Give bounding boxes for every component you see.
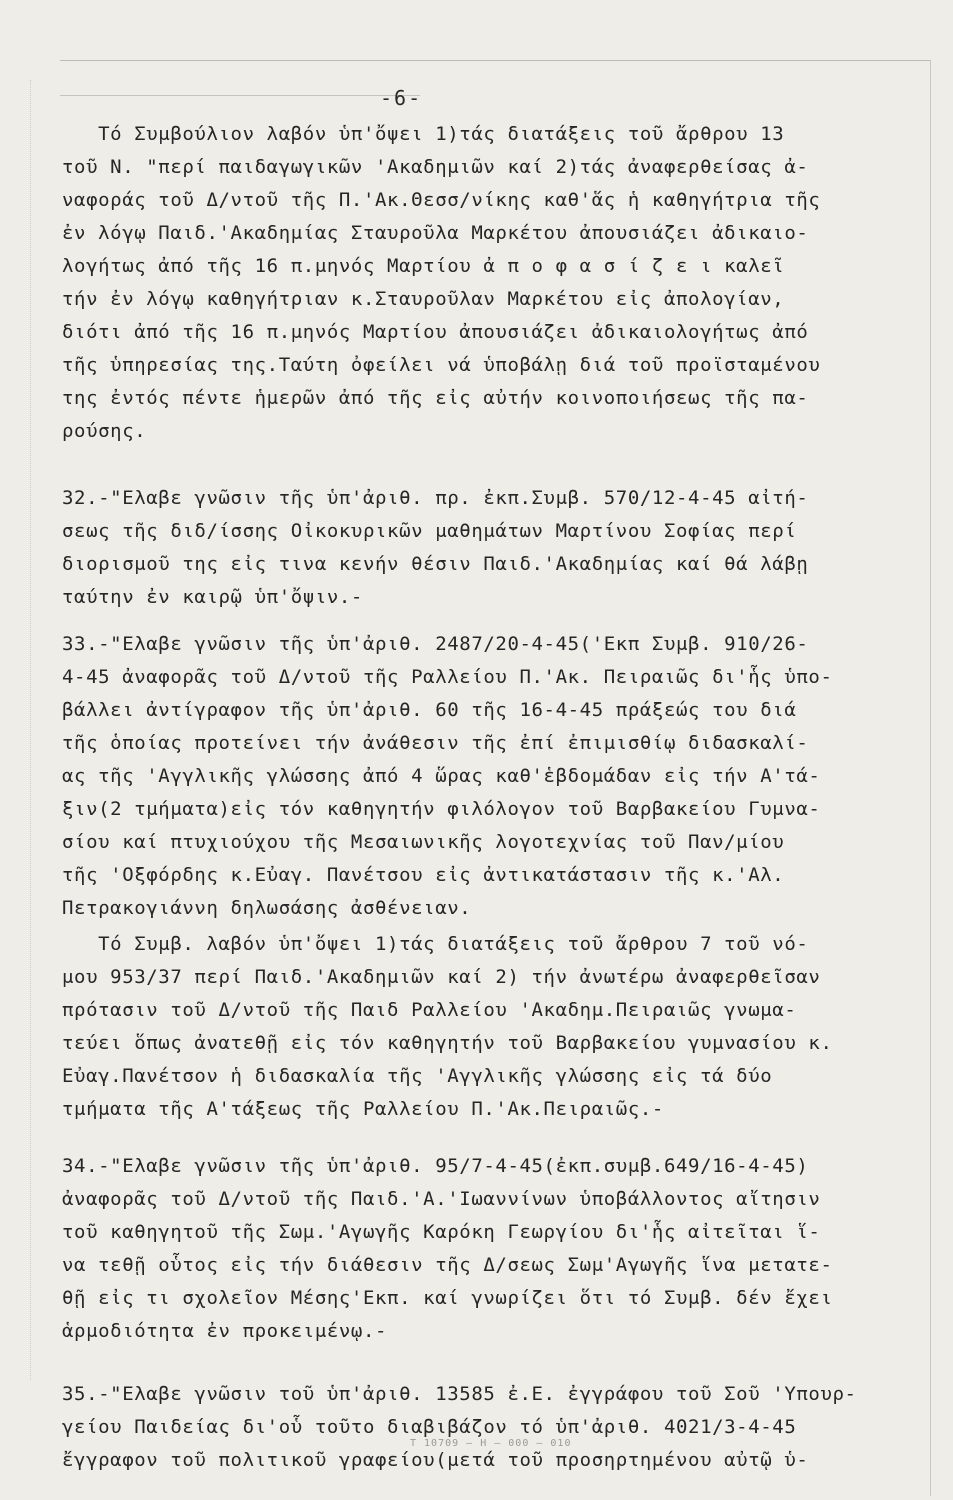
text-line: λογήτως ἀπό τῆς 16 π.μηνός Μαρτίου ἀ π ο φ α σ ί ζ ε ι καλεῖ bbox=[62, 255, 785, 277]
paragraph-item-32 bbox=[62, 482, 930, 614]
text-line: 35.-"Ελαβε γνῶσιν τοῦ ὑπ'ἀριθ. 13585 ἐ.Ε. ἐγγράφου τοῦ Σοῦ 'Υπουρ- bbox=[62, 1383, 857, 1405]
paragraph-item-33 bbox=[62, 628, 930, 925]
text-line: τοῦ καθηγητοῦ τῆς Σωμ.'Αγωγῆς Καρόκη Γεωργίου δι'ἧς αἰτεῖται ἵ- bbox=[62, 1221, 821, 1243]
text-line: 33.-"Ελαβε γνῶσιν τῆς ὑπ'ἀριθ. 2487/20-4-45('Εκπ Συμβ. 910/26- bbox=[62, 633, 809, 655]
text-line: ἐν λόγῳ Παιδ.'Ακαδημίας Σταυροῦλα Μαρκέτου ἀπουσιάζει ἀδικαιο- bbox=[62, 222, 809, 244]
text-line: 4-45 ἀναφορᾶς τοῦ Δ/ντοῦ τῆς Ραλλείου Π.'Ακ. Πειραιῶς δι'ἧς ὑπο- bbox=[62, 666, 833, 688]
footer-stamp: Τ 10709 — Η — 000 — 010 bbox=[410, 1438, 572, 1449]
text-line: Τό Συμβ. λαβόν ὑπ'ὄψει 1)τάς διατάξεις τοῦ ἄρθρου 7 τοῦ νό- bbox=[62, 933, 809, 955]
text-line: σίου καί πτυχιούχου τῆς Μεσαιωνικῆς λογοτεχνίας τοῦ Παν/μίου bbox=[62, 831, 785, 853]
text-line: τῆς 'Οξφόρδης κ.Εὐαγ. Πανέτσου εἰς ἀντικατάστασιν τῆς κ.'Αλ. bbox=[62, 864, 785, 886]
text-line: τῆς ὑπηρεσίας της.Ταύτη ὀφείλει νά ὑποβάλῃ διά τοῦ προϊσταμένου bbox=[62, 354, 821, 376]
text-line: Πετρακογιάννη δηλωσάσης ἀσθένειαν. bbox=[62, 897, 472, 919]
text-line: ἔγγραφον τοῦ πολιτικοῦ γραφείου(μετά τοῦ προσηρτημένου αὐτῷ ὑ- bbox=[62, 1449, 809, 1471]
text-line: της ἐντός πέντε ἡμερῶν ἀπό τῆς εἰς αὐτήν κοινοποιήσεως τῆς πα- bbox=[62, 387, 809, 409]
header-rule bbox=[60, 95, 420, 96]
text-line: βάλλει ἀντίγραφον τῆς ὑπ'ἀριθ. 60 τῆς 16-4-45 πράξεώς του διά bbox=[62, 699, 797, 721]
text-line: διορισμοῦ της εἰς τινα κενήν θέσιν Παιδ.'Ακαδημίας καί θά λάβῃ bbox=[62, 553, 809, 575]
text-line: 32.-"Ελαβε γνῶσιν τῆς ὑπ'ἀριθ. πρ. ἐκπ.Συμβ. 570/12-4-45 αἰτή- bbox=[62, 487, 809, 509]
text-line: ναφοράς τοῦ Δ/ντοῦ τῆς Π.'Ακ.Θεσσ/νίκης καθ'ἅς ἡ καθηγήτρια τῆς bbox=[62, 189, 821, 211]
text-line: διότι ἀπό τῆς 16 π.μηνός Μαρτίου ἀπουσιάζει ἀδικαιολογήτως ἀπό bbox=[62, 321, 809, 343]
text-line: τῆς ὁποίας προτείνει τήν ἀνάθεσιν τῆς ἐπί ἐπιμισθίῳ διδασκαλί- bbox=[62, 732, 809, 754]
text-line: ας τῆς 'Αγγλικῆς γλώσσης ἀπό 4 ὥρας καθ'ἑβδομάδαν εἰς τήν Α'τά- bbox=[62, 765, 821, 787]
text-line: ταύτην ἐν καιρῷ ὑπ'ὄψιν.- bbox=[62, 586, 363, 608]
text-line: ἁρμοδιότητα ἐν προκειμένῳ.- bbox=[62, 1320, 388, 1342]
text-line: ἀναφορᾶς τοῦ Δ/ντοῦ τῆς Παιδ.'Α.'Ιωαννίνων ὑποβάλλοντος αἴτησιν bbox=[62, 1188, 821, 1210]
text-line: μου 953/37 περί Παιδ.'Ακαδημιῶν καί 2) τήν ἀνωτέρω ἀναφερθεῖσαν bbox=[62, 966, 821, 988]
text-line: τήν ἐν λόγῳ καθηγήτριαν κ.Σταυροῦλαν Μαρκέτου εἰς ἀπολογίαν, bbox=[62, 288, 785, 310]
text-line: θῇ εἰς τι σχολεῖον Μέσης'Εκπ. καί γνωρίζει ὅτι τό Συμβ. δέν ἔχει bbox=[62, 1287, 833, 1309]
text-line: ξιν(2 τμήματα)εἰς τόν καθηγητήν φιλόλογον τοῦ Βαρβακείου Γυμνα- bbox=[62, 798, 821, 820]
text-line: πρότασιν τοῦ Δ/ντοῦ τῆς Παιδ Ραλλείου 'Ακαδημ.Πειραιῶς γνωμα- bbox=[62, 999, 797, 1021]
text-line: Εὐαγ.Πανέτσον ἡ διδασκαλία τῆς 'Αγγλικῆς γλώσσης εἰς τά δύο bbox=[62, 1065, 773, 1087]
paragraph-item-35 bbox=[62, 1378, 930, 1477]
page-number: -6- bbox=[380, 86, 423, 110]
text-line: τοῦ Ν. "περί παιδαγωγικῶν 'Ακαδημιῶν καί 2)τάς ἀναφερθείσας ἀ- bbox=[62, 156, 809, 178]
text-line: γείου Παιδείας δι'οὗ τοῦτο διαβιβάζον τό ὑπ'ἀριθ. 4021/3-4-45 bbox=[62, 1416, 797, 1438]
text-line: τεύει ὅπως ἀνατεθῇ εἰς τόν καθηγητήν τοῦ Βαρβακείου γυμνασίου κ. bbox=[62, 1032, 833, 1054]
text-line: 34.-"Ελαβε γνῶσιν τῆς ὑπ'ἀριθ. 95/7-4-45(ἐκπ.συμβ.649/16-4-45) bbox=[62, 1155, 809, 1177]
text-line: Τό Συμβούλιον λαβόν ὑπ'ὄψει 1)τάς διατάξεις τοῦ ἄρθρου 13 bbox=[62, 123, 785, 145]
paragraph-council-opinion-panetsos bbox=[62, 928, 930, 1126]
paragraph-council-decision-markétou bbox=[62, 118, 930, 448]
margin-mark bbox=[30, 80, 32, 1380]
paragraph-item-34 bbox=[62, 1150, 930, 1348]
text-line: ρούσης. bbox=[62, 420, 147, 442]
text-line: σεως τῆς διδ/ίσσης Οἰκοκυρικῶν μαθημάτων Μαρτίνου Σοφίας περί bbox=[62, 520, 797, 542]
text-line: τμήματα τῆς Α'τάξεως τῆς Ραλλείου Π.'Ακ.Πειραιῶς.- bbox=[62, 1098, 664, 1120]
text-line: να τεθῇ οὗτος εἰς τήν διάθεσιν τῆς Δ/σεως Σωμ'Αγωγῆς ἵνα μετατε- bbox=[62, 1254, 833, 1276]
